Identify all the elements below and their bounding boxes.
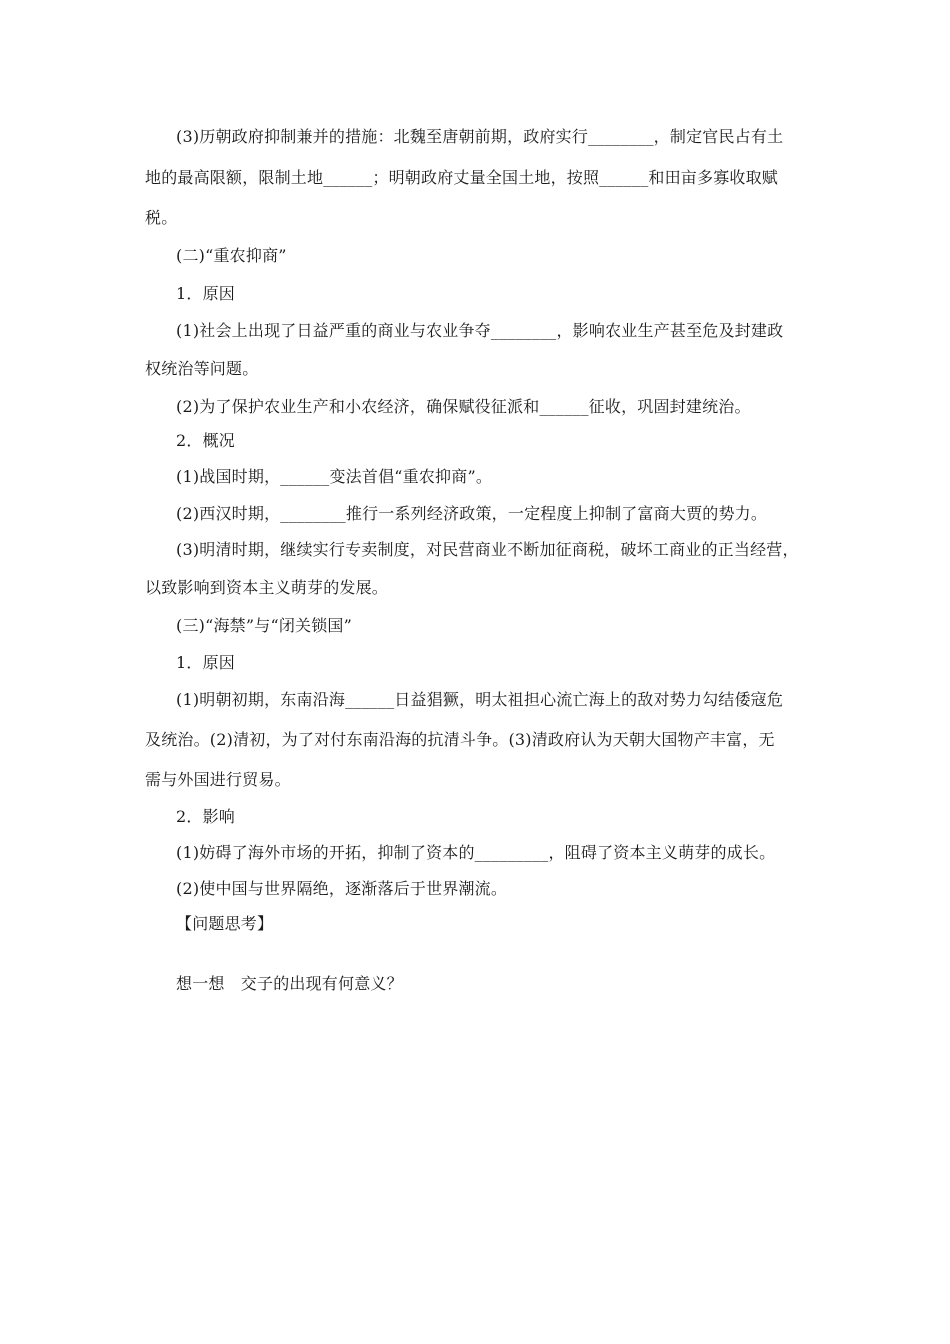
text-line: (2)为了保护农业生产和小农经济，确保赋役征派和______征收，巩固封建统治。 (176, 397, 751, 416)
subsection-heading: 2．影响 (176, 807, 235, 826)
text-line: (1)妨碍了海外市场的开拓，抑制了资本的_________，阻碍了资本主义萌芽的成长。 (176, 843, 776, 862)
text-line: (1)社会上出现了日益严重的商业与农业争夺________，影响农业生产甚至危及封建政 (176, 321, 784, 340)
question-line: 想一想 交子的出现有何意义？ (176, 974, 403, 993)
text-line: (3)历朝政府抑制兼并的措施：北魏至唐朝前期，政府实行________，制定官民占有土 (176, 127, 784, 146)
text-line: (3)明清时期，继续实行专卖制度，对民营商业不断加征商税，破坏工商业的正当经营， (176, 540, 799, 559)
section-heading: (二)“重农抑商” (176, 246, 287, 265)
text-line: 及统治。(2)清初，为了对付东南沿海的抗清斗争。(3)清政府认为天朝大国物产丰富，无 (145, 730, 775, 749)
subsection-heading: 2．概况 (176, 431, 235, 450)
section-heading: 【问题思考】 (176, 914, 274, 933)
text-line: 权统治等问题。 (145, 359, 259, 378)
section-heading: (三)“海禁”与“闭关锁国” (176, 616, 353, 635)
text-line: (1)明朝初期，东南沿海______日益猖獗，明太祖担心流亡海上的敌对势力勾结倭寇危 (176, 690, 784, 709)
text-line: 以致影响到资本主义萌芽的发展。 (145, 578, 389, 597)
text-line: 税。 (145, 208, 178, 227)
subsection-heading: 1．原因 (176, 284, 235, 303)
text-line: (2)西汉时期，________推行一系列经济政策，一定程度上抑制了富商大贾的势力。 (176, 504, 768, 523)
text-line: (2)使中国与世界隔绝，逐渐落后于世界潮流。 (176, 879, 508, 898)
subsection-heading: 1．原因 (176, 653, 235, 672)
text-line: (1)战国时期，______变法首倡“重农抑商”。 (176, 467, 493, 486)
text-line: 地的最高限额，限制土地______；明朝政府丈量全国土地，按照______和田亩多寡收取赋 (145, 168, 779, 187)
text-line: 需与外国进行贸易。 (145, 770, 291, 789)
